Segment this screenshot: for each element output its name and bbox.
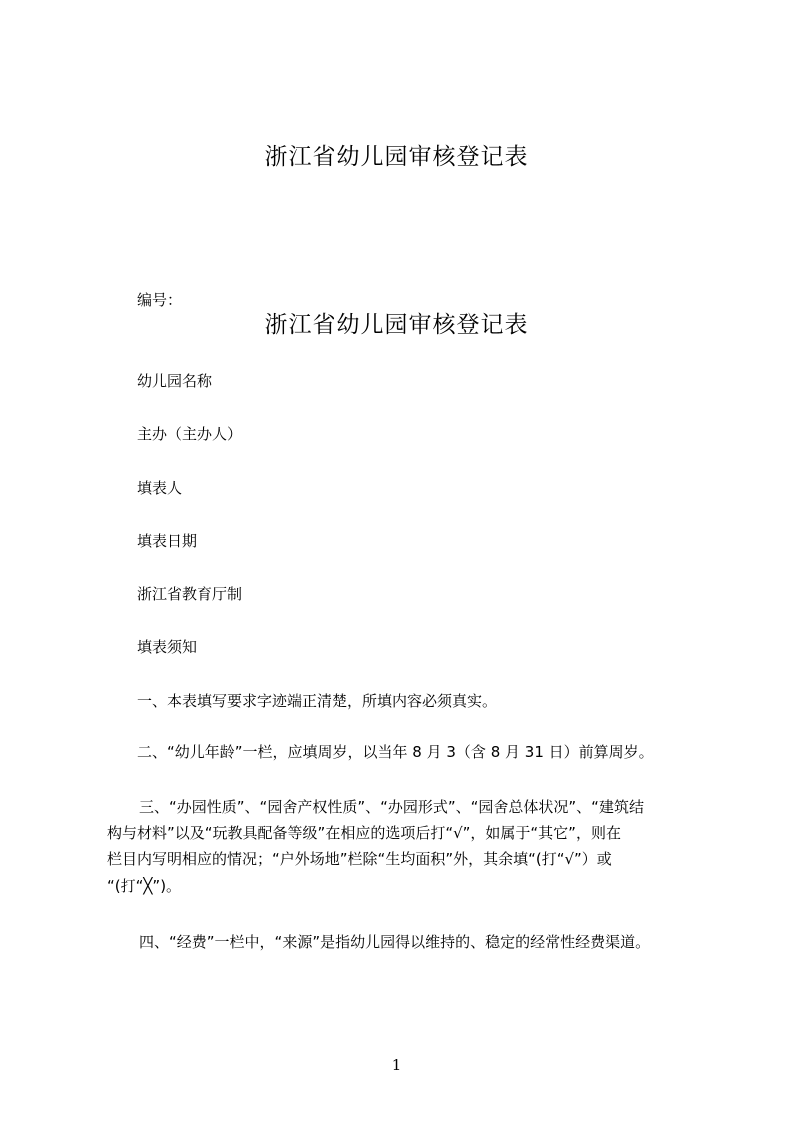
field-filler: 填表人: [137, 479, 183, 497]
instruction-4: 四、“经费”一栏中，“来源”是指幼儿园得以维持的、稳定的经常性经费渠道。: [139, 933, 651, 951]
instruction-3-line-4: “(打“╳”)。: [107, 877, 182, 895]
instruction-1: 一、本表填写要求字迹端正清楚，所填内容必须真实。: [137, 692, 498, 710]
document-title-main: 浙江省幼儿园审核登记表: [264, 312, 529, 338]
instruction-3-line-2: 构与材料”以及“玩教具配备等级”在相应的选项后打“√”，如属于“其它”，则在: [107, 824, 621, 842]
instruction-3-line-1: 三、“办园性质”、“园舍产权性质”、“办园形式”、“园舍总体状况”、“建筑结: [139, 798, 644, 816]
issuer-label: 浙江省教育厅制: [137, 585, 243, 603]
page-number: 1: [391, 1056, 402, 1074]
field-fill-date: 填表日期: [137, 532, 198, 550]
instructions-heading: 填表须知: [137, 638, 198, 656]
serial-number-label: 编号：: [137, 291, 183, 309]
document-title-top: 浙江省幼儿园审核登记表: [264, 144, 529, 170]
instruction-2: 二、“幼儿年龄”一栏，应填周岁，以当年 8 月 3（含 8 月 31 日）前算周岁。: [137, 743, 654, 761]
field-sponsor: 主办（主办人）: [137, 425, 243, 443]
field-kindergarten-name: 幼儿园名称: [137, 372, 213, 390]
instruction-3-line-3: 栏目内写明相应的情况；“户外场地”栏除“生均面积”外，其余填“(打“√”）或: [107, 850, 612, 868]
